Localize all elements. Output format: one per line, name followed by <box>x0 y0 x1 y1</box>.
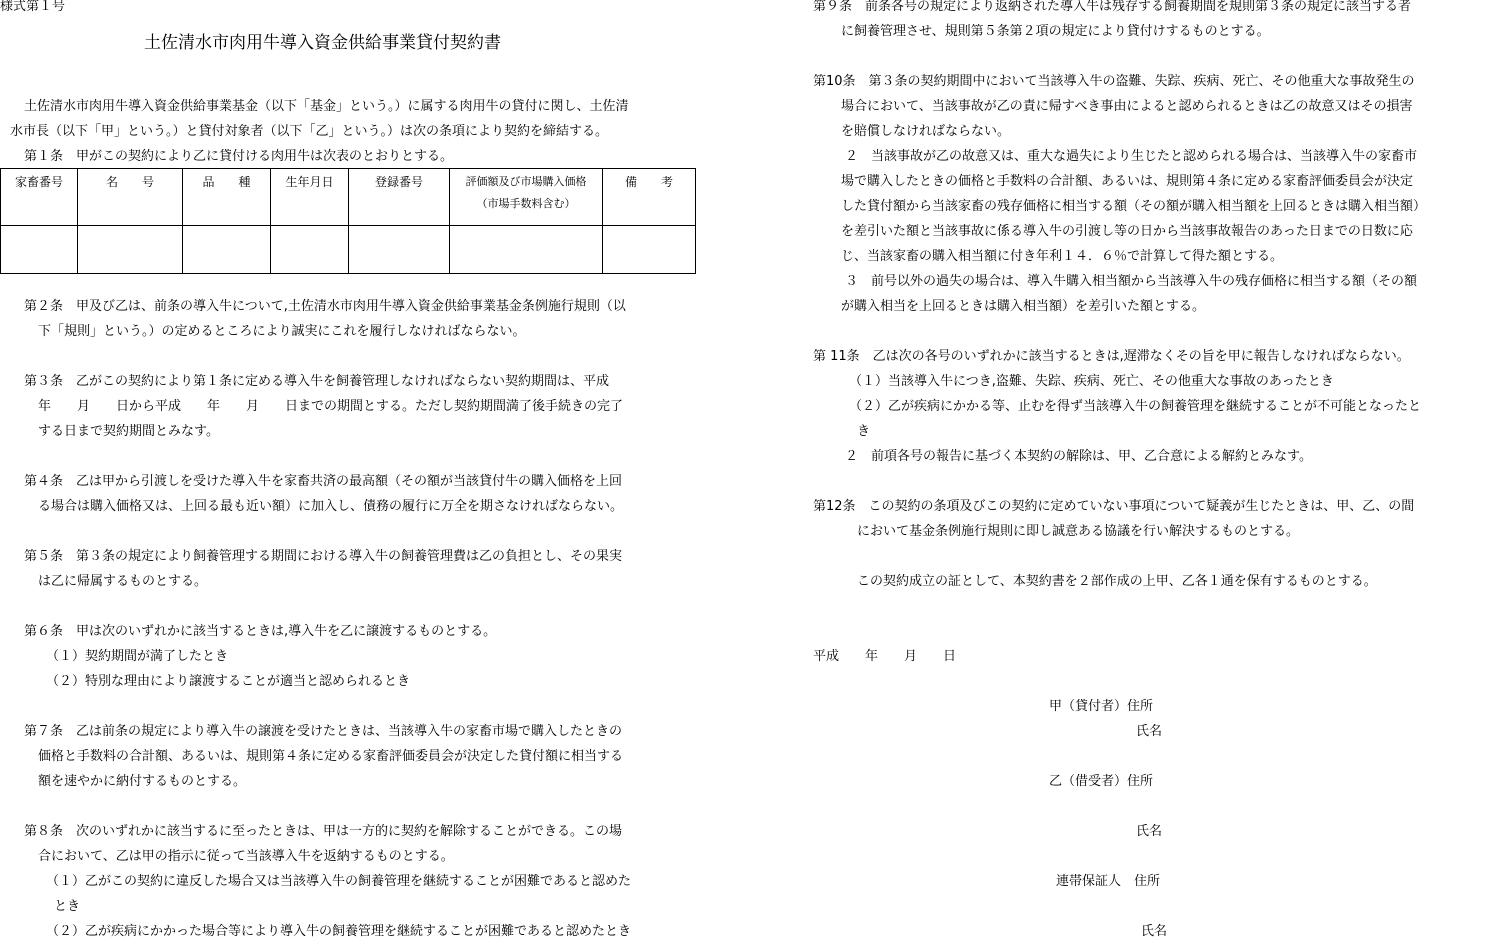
article-10-para-2-line-2: 場で購入したときの価格と手数料の合計額、あるいは、規則第４条に定める家畜評価委員会が決定 <box>841 174 1414 189</box>
guarantor-address-label: 連帯保証人 住所 <box>1056 874 1161 889</box>
article-6-item-2: （２）特別な理由により譲渡することが適当と認められるとき <box>46 674 411 689</box>
article-6-line-1: 第６条 甲は次のいずれかに該当するときは,導入牛を乙に譲渡するものとする。 <box>24 624 497 639</box>
document-title: 土佐清水市肉用牛導入資金供給事業貸付契約書 <box>144 33 501 53</box>
article-7-line-1: 第７条 乙は前条の規定により導入牛の譲渡を受けたときは、当該導入牛の家畜市場で購入したときの <box>24 724 623 739</box>
article-8-item-1-cont: とき <box>54 899 81 914</box>
article-10-para-3-line-1: ３ 前号以外の過失の場合は、導入牛購入相当額から当該導入牛の残存価格に相当する額（その額 <box>845 274 1418 289</box>
article-1: 第１条 甲がこの契約により乙に貸付ける肉用牛は次表のとおりとする。 <box>24 149 454 164</box>
header-valuation: 評価額及び市場購入価格 （市場手数料含む） <box>450 169 603 226</box>
article-7-line-2: 価格と手数料の合計額、あるいは、規則第４条に定める家畜評価委員会が決定した貸付額に相当する <box>38 749 624 764</box>
article-10-line-2: 場合において、当該事故が乙の責に帰すべき事由によると認められるときは乙の故意又はその損害 <box>841 99 1413 114</box>
article-11-item-2: （２）乙が疾病にかかる等、止むを得ず当該導入牛の飼養管理を継続することが不可能となったと <box>849 399 1422 414</box>
header-livestock-number: 家畜番号 <box>1 169 78 226</box>
article-10-line-1: 第10条 第３条の契約期間中において当該導入牛の盗難、失踪、疾病、死亡、その他重大な事故発生の <box>813 74 1415 89</box>
article-4-line-1: 第４条 乙は甲から引渡しを受けた導入牛を家畜共済の最高額（その額が当該貸付牛の購入価格を上回 <box>24 474 623 489</box>
article-8-item-2: （２）乙が疾病にかかった場合等により導入牛の飼養管理を継続することが困難であると認めたとき <box>46 924 632 939</box>
article-3-line-2: 年 月 日から平成 年 月 日までの期間とする。ただし契約期間満了後手続きの完了 <box>38 399 624 414</box>
article-10-para-2-line-1: ２ 当該事故が乙の故意又は、重大な過失により生じたと認められる場合は、当該導入牛の家畜市 <box>845 149 1418 164</box>
table-row <box>1 226 696 274</box>
table-cell <box>1 226 78 274</box>
guarantor-name-label: 氏名 <box>1141 924 1168 939</box>
article-6-item-1: （１）契約期間が満了したとき <box>46 649 229 664</box>
article-5-line-2: は乙に帰属するものとする。 <box>38 574 208 589</box>
article-11-item-1: （１）当該導入牛につき,盗難、失踪、疾病、死亡、その他重大な事故のあったとき <box>849 374 1334 389</box>
article-12-line-1: 第12条 この契約の条項及びこの契約に定めていない事項について疑義が生じたときは、甲、乙、の間 <box>813 499 1415 514</box>
header-breed: 品 種 <box>183 169 271 226</box>
article-11-para-2: ２ 前項各号の報告に基づく本契約の解除は、甲、乙合意による解約とみなす。 <box>845 449 1312 464</box>
article-5-line-1: 第５条 第３条の規定により飼養管理する期間における導入牛の飼養管理費は乙の負担とし、その果実 <box>24 549 623 564</box>
article-10-para-2-line-3: した貸付額から当該家畜の残存価格に相当する額（その額が購入相当額を上回るときは購入相当額） <box>841 199 1427 214</box>
form-number: 様式第１号 <box>0 0 66 14</box>
article-3-line-3: する日まで契約期間とみなす。 <box>38 424 219 439</box>
lender-name-label: 氏名 <box>1136 724 1163 739</box>
article-8-item-1: （１）乙がこの契約に違反した場合又は当該導入牛の飼養管理を継続することが困難であると認めた <box>46 874 632 889</box>
article-12-line-2: において基金条例施行規則に即し誠意ある協議を行い解決するものとする。 <box>857 524 1300 539</box>
article-10-para-2-line-5: じ、当該家畜の購入相当額に付き年利１４．６％で計算して得た額とする。 <box>841 249 1284 264</box>
table-header-row <box>1 169 696 226</box>
borrower-name-label: 氏名 <box>1136 824 1163 839</box>
table-cell <box>603 226 696 274</box>
article-11-item-2-cont: き <box>857 424 871 439</box>
borrower-address-label: 乙（借受者）住所 <box>1049 774 1154 789</box>
article-3-line-1: 第３条 乙がこの契約により第１条に定める導入牛を飼養管理しなければならない契約期間は、平成 <box>24 374 610 389</box>
table-cell <box>78 226 183 274</box>
article-11-line-1: 第 11条 乙は次の各号のいずれかに該当するときは,遅滞なくその旨を甲に報告しなければならない。 <box>813 349 1410 364</box>
lender-address-label: 甲（貸付者）住所 <box>1049 699 1154 714</box>
article-7-line-3: 額を速やかに納付するものとする。 <box>38 774 247 789</box>
header-registration-number: 登録番号 <box>349 169 450 226</box>
header-birthdate: 生年月日 <box>271 169 349 226</box>
article-4-line-2: る場合は購入価格又は、上回る最も近い額）に加入し、債務の履行に万全を期さなければならない。 <box>38 499 624 514</box>
closing-statement: この契約成立の証として、本契約書を２部作成の上甲、乙各１通を保有するものとする。 <box>857 574 1377 589</box>
article-2-line-1: 第２条 甲及び乙は、前条の導入牛について,土佐清水市肉用牛導入資金供給事業基金条例施行規則（以 <box>24 299 626 314</box>
date-line: 平成 年 月 日 <box>813 649 957 664</box>
article-8-line-1: 第８条 次のいずれかに該当するに至ったときは、甲は一方的に契約を解除することができる。この場 <box>24 824 623 839</box>
header-remarks: 備 考 <box>603 169 696 226</box>
table-cell <box>349 226 450 274</box>
header-name: 名 号 <box>78 169 183 226</box>
article-10-para-2-line-4: を差引いた額と当該事故に係る導入牛の引渡し等の日から当該事故報告のあった日までの日数に応 <box>841 224 1413 239</box>
article-10-para-3-line-2: が購入相当を上回るときは購入相当額）を差引いた額とする。 <box>841 299 1206 314</box>
article-10-line-3: を賠償しなければならない。 <box>841 124 1011 139</box>
article-9-line-1: 第９条 前条各号の規定により返納された導入牛は残存する飼養期間を規則第３条の規定に該当する者 <box>813 0 1412 14</box>
article-2-line-2: 下「規則」という。）の定めるところにより誠実にこれを履行しなければならない。 <box>38 324 526 339</box>
table-cell <box>450 226 603 274</box>
table-cell <box>271 226 349 274</box>
article-9-line-2: に飼養管理させ、規則第５条第２項の規定により貸付けするものとする。 <box>841 24 1270 39</box>
preamble-line-2: 水市長（以下「甲」という。）と貸付対象者（以下「乙」という。）は次の条項により契約を締結する。 <box>10 124 609 139</box>
article-8-line-2: 合において、乙は甲の指示に従って当該導入牛を返納するものとする。 <box>38 849 454 864</box>
preamble-line-1: 土佐清水市肉用牛導入資金供給事業基金（以下「基金」という。）に属する肉用牛の貸付に関し、土佐清 <box>24 99 629 114</box>
table-cell <box>183 226 271 274</box>
cattle-table <box>0 168 696 274</box>
